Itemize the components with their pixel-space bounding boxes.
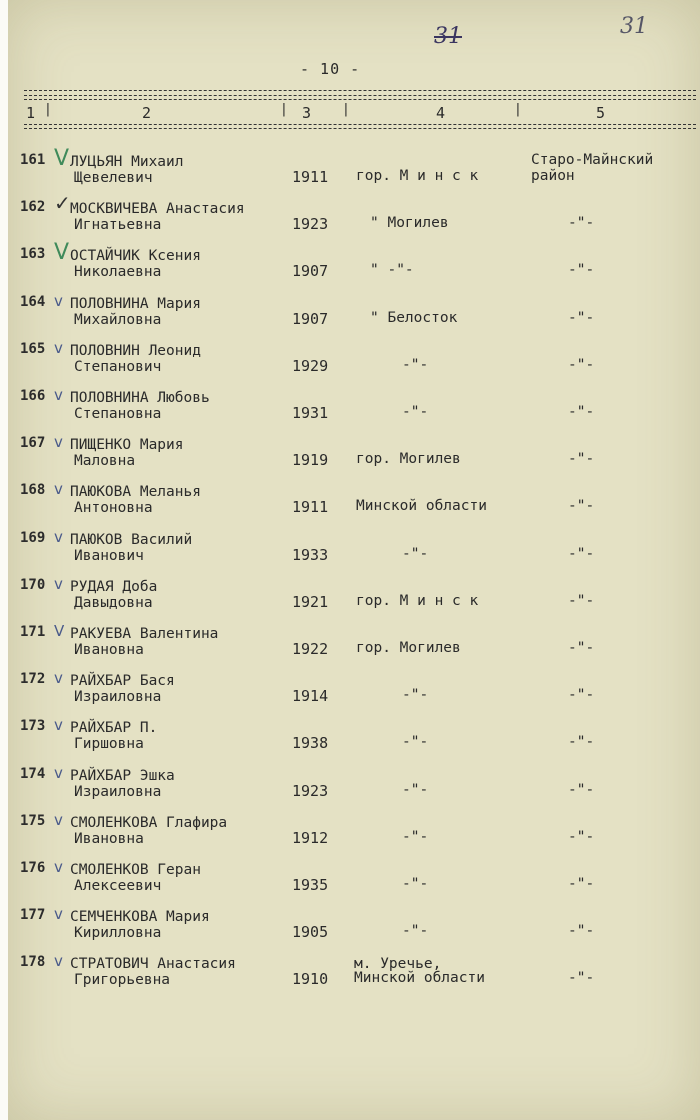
birth-place: -"-	[402, 356, 429, 373]
person-name: ПАЮКОВ Василий	[70, 531, 193, 548]
check-mark-icon: v	[54, 716, 63, 735]
person-name: ПОЛОВНИНА Мария	[70, 295, 201, 312]
check-mark-icon: V	[54, 146, 70, 171]
table-row	[8, 954, 700, 1002]
district: -"-	[568, 923, 595, 940]
column-header-4: 4	[436, 104, 446, 122]
person-patronymic: Щевелевич	[74, 170, 153, 186]
district-line-2: район	[531, 168, 575, 184]
birth-place: гор. Могилев	[356, 451, 461, 468]
district: -"-	[568, 451, 595, 468]
birth-place: -"-	[402, 734, 429, 751]
district: -"-	[568, 828, 595, 845]
birth-place: -"-	[402, 923, 429, 940]
handwritten-page-number-struck: 31	[434, 24, 462, 49]
birth-year: 1921	[292, 592, 329, 611]
district: -"-	[568, 781, 595, 798]
birth-place: -"-	[402, 545, 429, 562]
table-row	[8, 671, 700, 719]
birth-place: -"-	[402, 404, 429, 420]
person-patronymic: Ивановна	[74, 642, 144, 658]
row-number: 164	[20, 293, 46, 310]
person-patronymic: Алексеевич	[74, 878, 162, 894]
table-row	[8, 860, 700, 908]
birth-year: 1922	[292, 640, 329, 658]
column-separator: |	[342, 102, 350, 117]
birth-place: гор. Могилев	[356, 640, 461, 656]
table-row	[8, 624, 700, 672]
person-name: СЕМЧЕНКОВА Мария	[70, 909, 210, 926]
row-number: 165	[20, 340, 46, 357]
person-name: СМОЛЕНКОВА Глафира	[70, 814, 228, 831]
row-number: 169	[20, 529, 46, 546]
table-row	[8, 810, 700, 861]
person-name: ПИЩЕНКО Мария	[70, 437, 184, 454]
birth-place: " -"-	[370, 262, 414, 279]
column-header-2: 2	[142, 104, 152, 122]
table-row	[8, 338, 700, 389]
birth-year: 1929	[292, 356, 329, 375]
person-name: ПОЛОВНИН Леонид	[70, 342, 201, 359]
birth-year: 1912	[292, 828, 329, 847]
birth-place-line-1: м. Уречье,	[354, 956, 442, 973]
birth-year: 1911	[292, 498, 329, 517]
check-mark-icon: v	[54, 386, 63, 404]
person-name: РАЙХБАР Эшка	[70, 767, 175, 784]
birth-place: -"-	[402, 828, 429, 845]
row-number: 163	[20, 246, 46, 263]
birth-place: -"-	[402, 781, 429, 798]
birth-year: 1923	[292, 781, 329, 800]
district: -"-	[568, 687, 595, 704]
birth-year: 1935	[292, 876, 329, 894]
column-separator: |	[280, 102, 288, 117]
birth-year: 1907	[292, 309, 329, 328]
check-mark-icon: v	[54, 338, 63, 357]
column-header-5: 5	[596, 104, 606, 122]
table-row	[8, 718, 700, 766]
birth-year: 1907	[292, 262, 329, 281]
check-mark-icon: ✓	[54, 191, 71, 216]
birth-place: гор. М и н с к	[356, 168, 479, 184]
district: -"-	[568, 309, 595, 326]
check-mark-icon: v	[54, 433, 63, 452]
district: -"-	[568, 498, 595, 515]
person-patronymic: Степанович	[74, 358, 162, 375]
birth-year: 1933	[292, 545, 329, 564]
birth-place: Минской области	[356, 498, 487, 515]
birth-year: 1938	[292, 734, 329, 753]
person-name: РАКУЕВА Валентина	[70, 626, 219, 642]
typed-page-number: - 10 -	[300, 60, 361, 78]
birth-place: " Белосток	[370, 309, 458, 326]
table-row	[8, 574, 700, 625]
district: -"-	[568, 640, 595, 656]
district: -"-	[568, 356, 595, 373]
row-number: 172	[20, 671, 46, 688]
row-number: 173	[20, 718, 46, 735]
person-name: МОСКВИЧЕВА Анастасия	[70, 201, 245, 218]
birth-place: " Могилев	[370, 215, 449, 232]
row-number: 171	[20, 624, 46, 640]
row-number: 161	[20, 152, 46, 168]
district: -"-	[568, 592, 595, 609]
check-mark-icon: v	[54, 527, 63, 546]
header-rule-bottom-2	[24, 128, 696, 129]
check-mark-icon: v	[54, 952, 63, 971]
header-rule-second	[24, 95, 696, 96]
birth-year: 1931	[292, 404, 329, 422]
person-patronymic: Маловна	[74, 453, 136, 470]
birth-year: 1923	[292, 215, 329, 234]
check-mark-icon: v	[54, 291, 63, 310]
district: -"-	[568, 215, 595, 232]
person-patronymic: Григорьевна	[74, 972, 171, 989]
person-name: РАЙХБАР П.	[70, 720, 158, 737]
row-number: 174	[20, 765, 46, 782]
row-number: 168	[20, 482, 46, 499]
birth-year: 1919	[292, 451, 329, 470]
person-name: ОСТАЙЧИК Ксения	[70, 248, 201, 265]
person-patronymic: Степановна	[74, 406, 162, 422]
district: -"-	[568, 545, 595, 562]
person-patronymic: Антоновна	[74, 500, 153, 517]
birth-year: 1910	[292, 970, 329, 989]
header-rule-third	[24, 99, 696, 100]
table-row	[8, 527, 700, 578]
row-number: 176	[20, 860, 46, 876]
table-row	[8, 146, 700, 200]
person-patronymic: Иванович	[74, 547, 144, 564]
check-mark-icon: v	[54, 480, 63, 499]
person-name: СМОЛЕНКОВ Геран	[70, 862, 201, 878]
check-mark-icon: v	[54, 858, 63, 876]
person-patronymic: Израиловна	[74, 689, 162, 706]
person-patronymic: Израиловна	[74, 783, 162, 800]
header-rule-top	[24, 90, 696, 91]
person-patronymic: Гиршовна	[74, 736, 144, 753]
district: -"-	[568, 734, 595, 751]
handwritten-page-number: 31	[620, 14, 648, 39]
row-number: 175	[20, 812, 46, 829]
check-mark-icon: v	[54, 574, 63, 593]
person-patronymic: Давыдовна	[74, 594, 153, 611]
person-name: СТРАТОВИЧ Анастасия	[70, 956, 236, 973]
birth-year: 1911	[292, 168, 329, 186]
check-mark-icon: V	[54, 240, 70, 266]
table-row	[8, 482, 700, 530]
district: -"-	[568, 262, 595, 279]
person-patronymic: Николаевна	[74, 264, 162, 281]
birth-year: 1905	[292, 923, 329, 942]
birth-year: 1914	[292, 687, 329, 706]
district: -"-	[568, 876, 595, 892]
column-separator: |	[514, 102, 522, 117]
birth-place: -"-	[402, 876, 429, 892]
person-name: ПОЛОВНИНА Любовь	[70, 390, 210, 406]
column-header-3: 3	[302, 104, 312, 122]
person-patronymic: Михайловна	[74, 311, 162, 328]
person-name: ПАЮКОВА Меланья	[70, 484, 201, 501]
check-mark-icon: V	[54, 622, 65, 640]
person-name: РАЙХБАР Бася	[70, 673, 175, 690]
column-header-1: 1	[26, 104, 36, 122]
row-number: 178	[20, 954, 46, 971]
district: -"-	[568, 404, 595, 420]
district-line-1: Старо-Майнский	[531, 152, 654, 168]
row-number: 166	[20, 388, 46, 404]
table-row	[8, 388, 700, 436]
table-row	[8, 763, 700, 814]
table-row	[8, 291, 700, 342]
table-row	[8, 240, 700, 294]
person-patronymic: Кирилловна	[74, 925, 162, 942]
check-mark-icon: v	[54, 905, 63, 924]
birth-place: гор. М и н с к	[356, 592, 479, 609]
header-rule-bottom	[24, 124, 696, 125]
row-number: 170	[20, 576, 46, 593]
birth-place: -"-	[402, 687, 429, 704]
person-patronymic: Игнатьевна	[74, 217, 162, 234]
district: -"-	[568, 970, 595, 987]
check-mark-icon: v	[54, 763, 63, 782]
row-number: 177	[20, 907, 46, 924]
birth-place-line-2: Минской области	[354, 970, 485, 987]
table-row	[8, 191, 700, 247]
table-row	[8, 907, 700, 955]
check-mark-icon: v	[54, 669, 63, 688]
person-patronymic: Ивановна	[74, 830, 144, 847]
row-number: 162	[20, 199, 46, 216]
row-number: 167	[20, 435, 46, 452]
check-mark-icon: v	[54, 810, 63, 829]
person-name: РУДАЯ Доба	[70, 578, 158, 595]
person-name: ЛУЦЬЯН Михаил	[70, 154, 184, 170]
column-separator: |	[44, 102, 52, 117]
table-row	[8, 435, 700, 483]
